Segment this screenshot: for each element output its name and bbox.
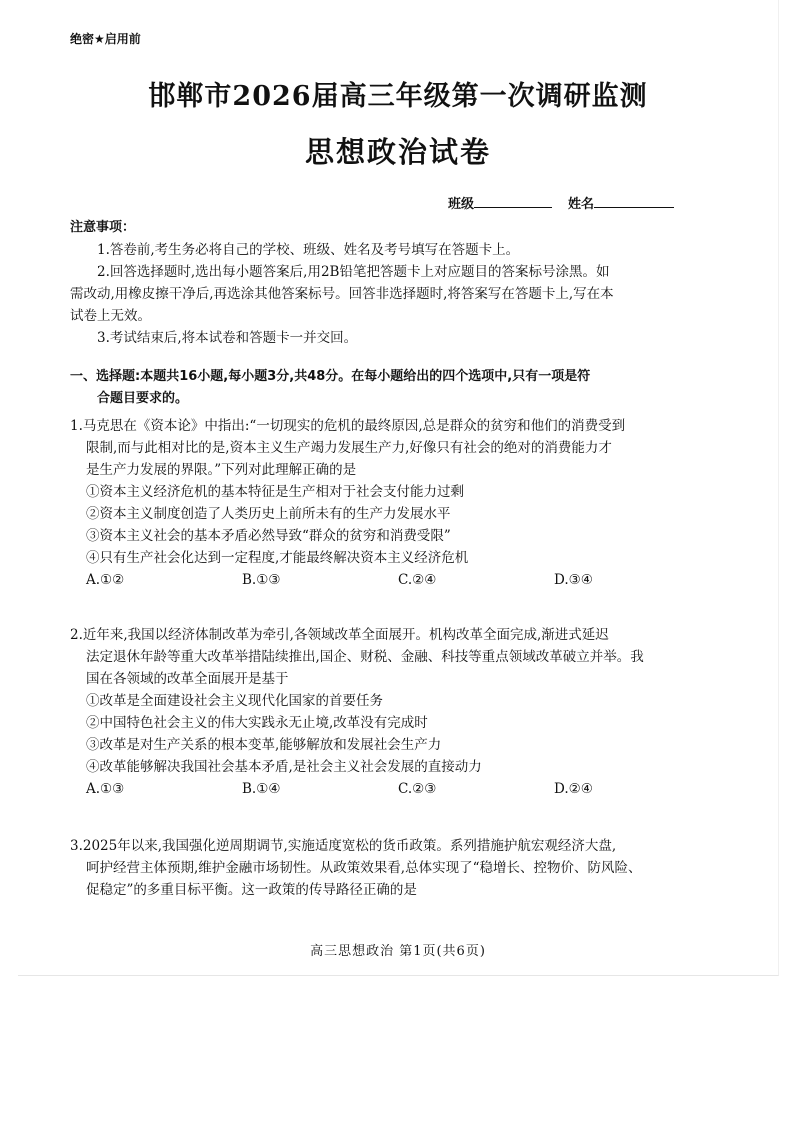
exam-subject-title: 思想政治试卷 <box>304 135 491 169</box>
name-blank <box>594 193 674 208</box>
question-1 <box>70 415 710 591</box>
option-c: C.②③ <box>398 781 437 797</box>
options-row <box>70 778 710 800</box>
name-label: 姓名 <box>568 197 595 212</box>
option-d: D.③④ <box>554 572 593 588</box>
statement: ①改革是全面建设社会主义现代化国家的首要任务 <box>86 693 383 709</box>
statement: ④改革能够解决我国社会基本矛盾,是社会主义社会发展的直接动力 <box>86 759 482 775</box>
notice-item: 需改动,用橡皮擦干净后,再选涂其他答案标号。回答非选择题时,将答案写在答题卡上,写在本 <box>70 286 614 302</box>
notice-item: 3.考试结束后,将本试卷和答题卡一并交回。 <box>97 330 358 346</box>
exam-page <box>18 0 779 976</box>
section-line: 一、选择题:本题共16小题,每小题3分,共48分。在每小题给出的四个选项中,只有一项是符 <box>70 369 591 384</box>
option-b: B.①③ <box>242 572 281 588</box>
question-stem: 法定退休年龄等重大改革举措陆续推出,国企、财税、金融、科技等重点领域改革破立并举。我 <box>86 649 644 665</box>
question-stem: 1.马克思在《资本论》中指出:“一切现实的危机的最终原因,总是群众的贫穷和他们的消费受到 <box>70 418 626 434</box>
question-stem: 2.近年来,我国以经济体制改革为牵引,各领域改革全面展开。机构改革全面完成,渐进式延迟 <box>70 627 609 643</box>
question-stem: 限制,而与此相对比的是,资本主义生产竭力发展生产力,好像只有社会的绝对的消费能力才 <box>86 440 612 456</box>
section-heading <box>70 366 710 410</box>
question-stem: 国在各领域的改革全面展开是基于 <box>86 671 289 687</box>
name-bar <box>448 193 674 212</box>
option-a: A.①② <box>86 572 125 588</box>
statement: ①资本主义经济危机的基本特征是生产相对于社会支付能力过剩 <box>86 484 464 500</box>
notice-block <box>70 217 710 349</box>
secret-label: 绝密★启用前 <box>70 32 141 46</box>
options-row <box>70 569 710 591</box>
statement: ②资本主义制度创造了人类历史上前所未有的生产力发展水平 <box>86 506 451 522</box>
exam-title: 邯郸市2026届高三年级第一次调研监测 <box>148 81 648 112</box>
statement: ③资本主义社会的基本矛盾必然导致“群众的贫穷和消费受限” <box>86 528 451 544</box>
class-label: 班级 <box>448 197 475 212</box>
option-c: C.②④ <box>398 572 437 588</box>
question-stem: 3.2025年以来,我国强化逆周期调节,实施适度宽松的货币政策。系列措施护航宏观经济大盘, <box>70 838 617 854</box>
statement: ④只有生产社会化达到一定程度,才能最终解决资本主义经济危机 <box>86 550 469 566</box>
page-footer: 高三思想政治 第1页(共6页) <box>310 944 486 959</box>
question-3 <box>70 835 710 901</box>
statement: ②中国特色社会主义的伟大实践永无止境,改革没有完成时 <box>86 715 428 731</box>
question-stem: 是生产力发展的界限。”下列对此理解正确的是 <box>86 462 357 478</box>
option-a: A.①③ <box>86 781 125 797</box>
notice-item: 1.答卷前,考生务必将自己的学校、班级、姓名及考号填写在答题卡上。 <box>97 242 520 258</box>
option-d: D.②④ <box>554 781 593 797</box>
section-line: 合题目要求的。 <box>97 391 189 406</box>
class-blank <box>474 193 552 208</box>
question-stem: 促稳定”的多重目标平衡。这一政策的传导路径正确的是 <box>86 882 417 898</box>
question-stem: 呵护经营主体预期,维护金融市场韧性。从政策效果看,总体实现了“稳增长、控物价、防风险、 <box>86 860 642 876</box>
question-2 <box>70 624 710 800</box>
option-b: B.①④ <box>242 781 281 797</box>
notice-item: 2.回答选择题时,选出每小题答案后,用2B铅笔把答题卡上对应题目的答案标号涂黑。如 <box>97 264 610 280</box>
notice-heading: 注意事项： <box>70 220 136 235</box>
statement: ③改革是对生产关系的根本变革,能够解放和发展社会生产力 <box>86 737 442 753</box>
notice-item: 试卷上无效。 <box>70 308 151 324</box>
